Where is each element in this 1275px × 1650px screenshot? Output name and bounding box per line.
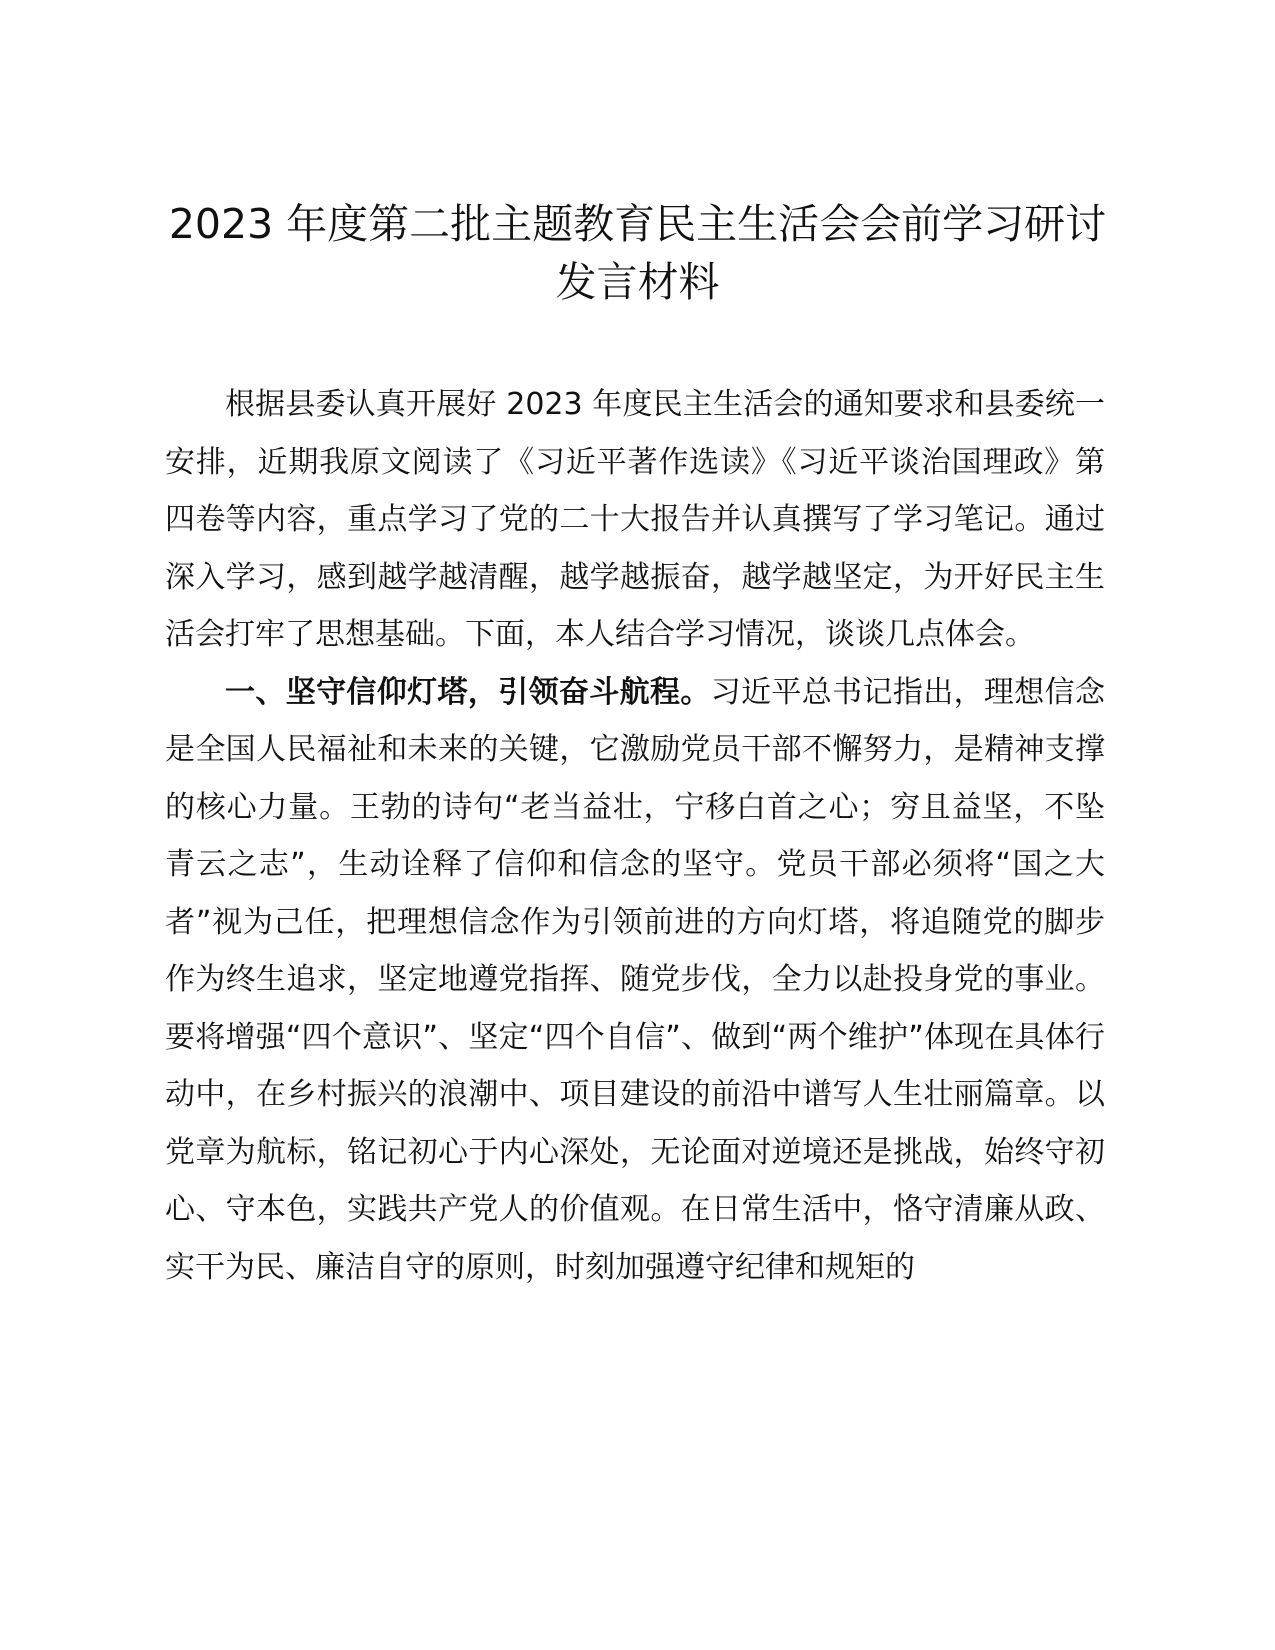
paragraph-intro [165, 376, 1105, 664]
section-one-heading: 一、坚守信仰灯塔，引领奋斗航程。 [225, 674, 711, 710]
paragraph-section-one [165, 664, 1105, 1297]
document-body [165, 376, 1105, 1296]
paragraph-intro-text: 根据县委认真开展好 2023 年度民主生活会的通知要求和县委统一安排，近期我原文阅读了《习近平著作选读》《习近平谈治国理政》第四卷等内容，重点学习了党的二十大报告并认真撰写了学习笔记。通过深入学习，感到越学越清醒，越学越振奋，越学越坚定，为开好民主生活会打牢了思想基础。下面，本人结合学习情况，谈谈几点体会。 [165, 387, 1105, 652]
section-one-text: 习近平总书记指出，理想信念是全国人民福祉和未来的关键，它激励党员干部不懈努力，是精神支撑的核心力量。王勃的诗句“老当益壮，宁移白首之心；穷且益坚，不坠青云之志”，生动诠释了信仰和信念的坚守。党员干部必须将“国之大者”视为己任，把理想信念作为引领前进的方向灯塔，将追随党的脚步作为终生追求，坚定地遵党指挥、随党步伐，全力以赴投身党的事业。要将增强“四个意识”、坚定“四个自信”、做到“两个维护”体现在具体行动中，在乡村振兴的浪潮中、项目建设的前沿中谱写人生壮丽篇章。以党章为航标，铭记初心于内心深处，无论面对逆境还是挑战，始终守初心、守本色，实践共产党人的价值观。在日常生活中，恪守清廉从政、实干为民、廉洁自守的原则，时刻加强遵守纪律和规矩的 [165, 674, 1106, 1285]
document-title: 2023 年度第二批主题教育民主生活会会前学习研讨发言材料 [168, 200, 1107, 306]
